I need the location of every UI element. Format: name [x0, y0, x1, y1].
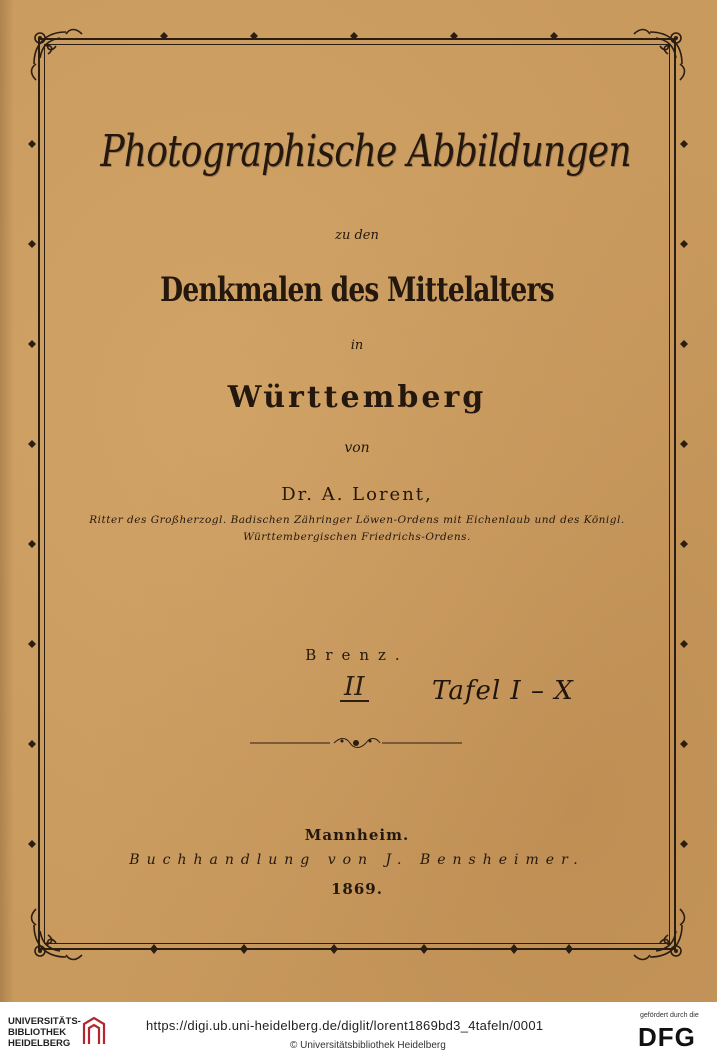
author-distinction-line-2: Württembergischen Friedrichs-Ordens. — [243, 531, 471, 543]
right-border-ornaments-icon — [678, 130, 690, 890]
publication-year: 1869. — [331, 880, 383, 898]
dfg-logo[interactable]: DFG — [638, 1022, 696, 1052]
handwritten-volume-number: II — [340, 674, 369, 702]
bottom-border-ornaments-icon — [140, 942, 580, 956]
funding-caption: gefördert durch die — [640, 1012, 699, 1019]
top-border-ornaments-icon — [150, 30, 570, 42]
library-name — [8, 1016, 81, 1049]
library-name-line-2: BIBLIOTHEK — [8, 1027, 67, 1038]
region-name: Württemberg — [227, 380, 487, 415]
library-mark-icon — [82, 1016, 106, 1046]
book-subject: Denkmalen des Mittelalters — [160, 270, 554, 310]
author-distinction-line-1: Ritter des Großherzogl. Badischen Zähringer Löwen-Ordens mit Eichenlaub und des Königl. — [89, 514, 625, 526]
library-name-line-1: UNIVERSITÄTS- — [8, 1016, 81, 1027]
connector-in: in — [350, 338, 364, 353]
handwritten-plates-note: Tafel I – X — [432, 676, 574, 706]
place-name: Brenz. — [305, 646, 409, 664]
copyright-notice: © Universitätsbibliothek Heidelberg — [290, 1040, 446, 1051]
decorative-divider-icon — [250, 735, 462, 751]
corner-ornament-icon — [620, 24, 690, 94]
connector-zu-den: zu den — [335, 228, 379, 243]
corner-ornament-icon — [26, 24, 96, 94]
library-name-line-3: HEIDELBERG — [8, 1038, 71, 1049]
connector-von: von — [344, 440, 370, 456]
book-title: Photographische Abbildungen — [100, 126, 631, 177]
corner-ornament-icon — [620, 895, 690, 965]
corner-ornament-icon — [26, 895, 96, 965]
library-logo[interactable] — [8, 1016, 138, 1054]
publisher-name: Buchhandlung von J. Bensheimer. — [129, 852, 585, 868]
viewer-footer — [0, 1002, 717, 1058]
page-permalink[interactable]: https://digi.ub.uni-heidelberg.de/diglit/lorent1869bd3_4tafeln/0001 — [146, 1018, 544, 1033]
author-name: Dr. A. Lorent, — [281, 484, 433, 505]
publication-city: Mannheim. — [304, 826, 410, 844]
page-edge-shadow — [0, 0, 14, 1002]
left-border-ornaments-icon — [26, 130, 38, 890]
